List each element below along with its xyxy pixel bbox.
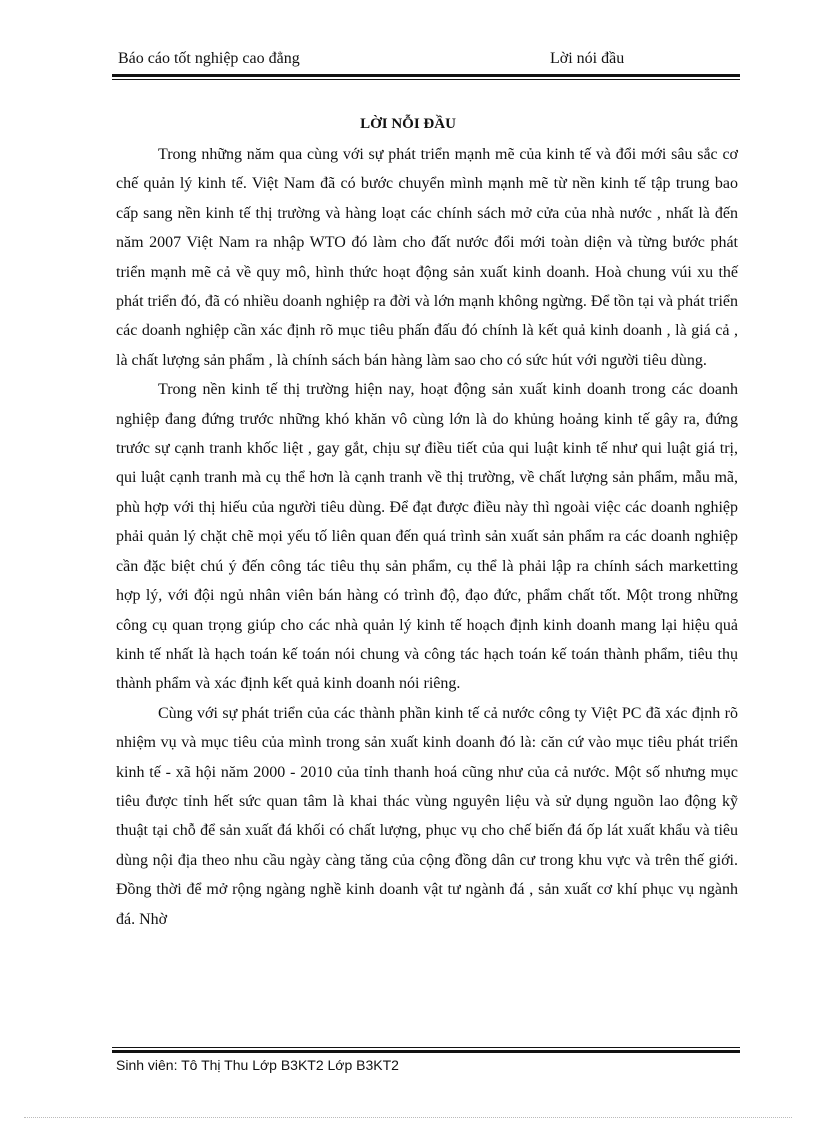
footer-rule-thick (112, 1050, 740, 1053)
footer-rule-thin (112, 1047, 740, 1048)
header-rule-thin (112, 79, 740, 80)
body-text (116, 140, 738, 934)
paragraph-1: Trong những năm qua cùng với sự phát triển mạnh mẽ của kinh tế và đổi mới sâu sắc cơ chế quản lý kinh tế. Việt Nam đã có bước chuyển mình mạnh mẽ từ nền kinh tế tập trung bao cấp sang nền kinh tế thị trường và hàng loạt các chính sách mở cửa của nhà nước , nhất là đến năm 2007 Việt Nam ra nhập WTO đó làm cho đất nước đổi mới toàn diện và từng bước phát triển mạnh mẽ cả về quy mô, hình thức hoạt động sản xuất kinh doanh. Hoà chung vúi xu thế phát triển đó, đã có nhiều doanh nghiệp ra đời và lớn mạnh không ngừng. Để tồn tại và phát triển các doanh nghiệp cần xác định rõ mục tiêu phấn đấu đó chính là kết quả kinh doanh , là giá cả , là chất lượng sản phẩm , là chính sách bán hàng làm sao cho có sức hút với người tiêu dùng. (116, 146, 738, 369)
page-bottom-dotted-line (24, 1117, 792, 1118)
page-footer: Sinh viên: Tô Thị Thu Lớp B3KT2 Lớp B3KT2 (116, 1057, 399, 1073)
page-title: LỜI NỖI ĐẦU (360, 116, 456, 132)
header-document-title: Báo cáo tốt nghiệp cao đẳng (118, 50, 300, 67)
header-rule-thick (112, 74, 740, 77)
paragraph-3: Cùng với sự phát triển của các thành phần kinh tế cả nước công ty Việt PC đã xác định rõ nhiệm vụ và mục tiêu của mình trong sản xuất kinh doanh đó là: căn cứ vào mục tiêu phát triển kinh tế - xã hội năm 2000 - 2010 của tỉnh thanh hoá cũng như của cả nước. Một số nhưng mục tiêu được tỉnh hết sức quan tâm là khai thác vùng nguyên liệu và sử dụng nguồn lao động kỹ thuật tại chỗ để sản xuất đá khối có chất lượng, phục vụ cho chế biến đá ốp lát xuất khẩu và tiêu dùng nội địa theo nhu cầu ngày càng tăng của cộng đồng dân cư trong khu vực và trên thế giới. Đồng thời để mở rộng ngàng nghề kinh doanh vật tư ngành đá , sản xuất cơ khí phục vụ ngành đá. Nhờ (116, 704, 738, 928)
paragraph-2: Trong nền kinh tế thị trường hiện nay, hoạt động sản xuất kinh doanh trong các doanh nghiệp đang đứng trước những khó khăn vô cùng lớn là do khủng hoảng kinh tế gây ra, đứng trước sự cạnh tranh khốc liệt , gay gắt, chịu sự điều tiết của qui luật kinh tế như qui luật giá trị, qui luật cạnh tranh mà cụ thể hơn là cạnh tranh về thị trường, về chất lượng sản phẩm, mẫu mã, phù hợp với thị hiếu của người tiêu dùng. Để đạt được điều này thì ngoài việc các doanh nghiệp phải quản lý chặt chẽ mọi yếu tố liên quan đến quá trình sản xuất sản phẩm ra các doanh nghiệp cần đặc biệt chú ý đến công tác tiêu thụ sản phẩm, cụ thể là phải lập ra chính sách marketting hợp lý, với đội ngủ nhân viên bán hàng có trình độ, đạo đức, phẩm chất tốt. Một trong những công cụ quan trọng giúp cho các nhà quản lý kinh tế hoạch định kinh doanh mang lại hiệu quả kinh tế nhất là hạch toán kế toán nói chung và công tác hạch toán kế toán thành phẩm, tiêu thụ thành phẩm và xác định kết quả kinh doanh nói riêng. (116, 381, 738, 693)
header-section-title: Lời nói đầu (550, 50, 625, 67)
page-header (112, 48, 740, 74)
